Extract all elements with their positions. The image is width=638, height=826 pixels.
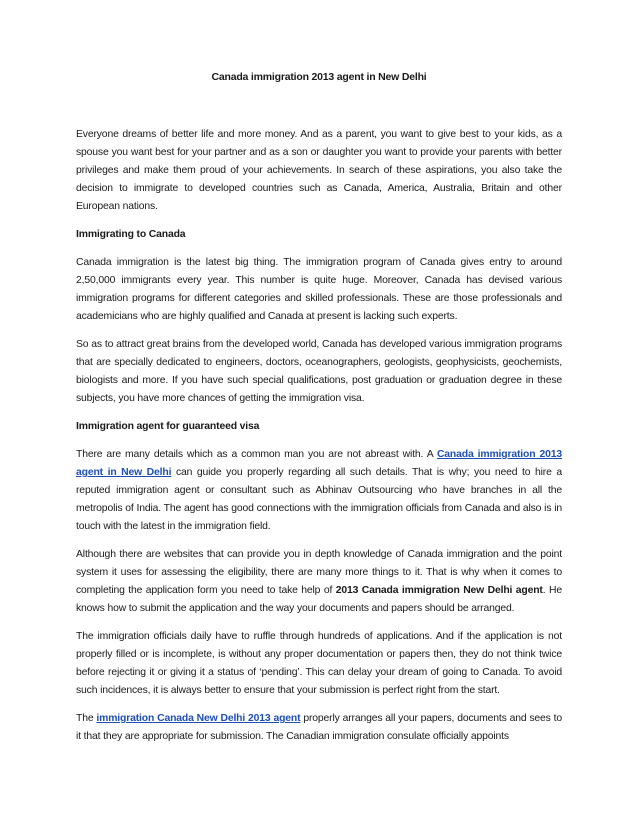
text-segment: can guide you properly regarding all such details. That is why; you need to hire a reputed immigration agent or consultant such as Abhinav Outsourcing who have branches in all the metropolis of India. The agent has good connections with the immigration officials from Canada and also is in touch with the latest in the immigration field. [76,467,562,532]
paragraph-intro: Everyone dreams of better life and more money. And as a parent, you want to give best to your kids, as a spouse you want best for your partner and as a son or daughter you want to provide your parents with better privileges and make them proud of your achievements. In search of these aspirations, you also take the decision to immigrate to developed countries such as Canada, America, Australia, Britain and other European nations. [76,129,562,212]
heading-immigrating-to-canada: Immigrating to Canada [76,229,186,240]
paragraph-canada-immigration: Canada immigration is the latest big thing. The immigration program of Canada gives entry to around 2,50,000 immigrants every year. This number is quite huge. Moreover, Canada has devised various immigration programs for different categories and skilled professionals. These are those professionals and academicians who are highly qualified and Canada at present is lacking such experts. [76,257,562,322]
text-segment: properly arranges all your papers, documents and sees to it that they are appropriate for submission. The Canadian immigration consulate officially appoints [76,713,562,742]
paragraph-officials: The immigration officials daily have to ruffle through hundreds of applications. And if the application is not properly filled or is incomplete, is without any proper documentation or papers then, they do not think twice before rejecting it or giving it a status of ‘pending’. This can delay your dream of going to Canada. To avoid such incidences, it is always better to ensure that your submission is perfect right from the start. [76,631,562,696]
paragraph-websites [76,546,562,618]
text-segment: The [76,713,97,724]
link-canada-immigration-agent[interactable]: Canada immigration 2013 agent in New Delhi [76,449,563,478]
text-segment: . He knows how to submit the application and the way your documents and papers should be arranged. [76,585,562,614]
text-segment: Although there are websites that can provide you in depth knowledge of Canada immigration and the point system it uses for assessing the eligibility, there are many more things to it. That is why when it comes to completing the application form you need to take help of [76,549,562,596]
paragraph-attract-brains: So as to attract great brains from the developed world, Canada has developed various immigration programs that are specially dedicated to engineers, doctors, oceanographers, geologists, geophysicists, geochemists, biologists and more. If you have such special qualifications, post graduation or graduation degree in these subjects, you have more chances of getting the immigration visa. [76,339,562,404]
page-title: Canada immigration 2013 agent in New Delhi [211,71,427,83]
paragraph-arranges-papers [76,710,562,746]
document-body [76,126,562,756]
bold-agent-phrase: 2013 Canada immigration New Delhi agent [335,585,543,596]
text-segment: There are many details which as a common man you are not abreast with. A [76,449,437,460]
link-immigration-canada-agent[interactable]: immigration Canada New Delhi 2013 agent [96,713,301,724]
paragraph-agent-details [76,446,562,536]
heading-immigration-agent: Immigration agent for guaranteed visa [76,421,260,432]
